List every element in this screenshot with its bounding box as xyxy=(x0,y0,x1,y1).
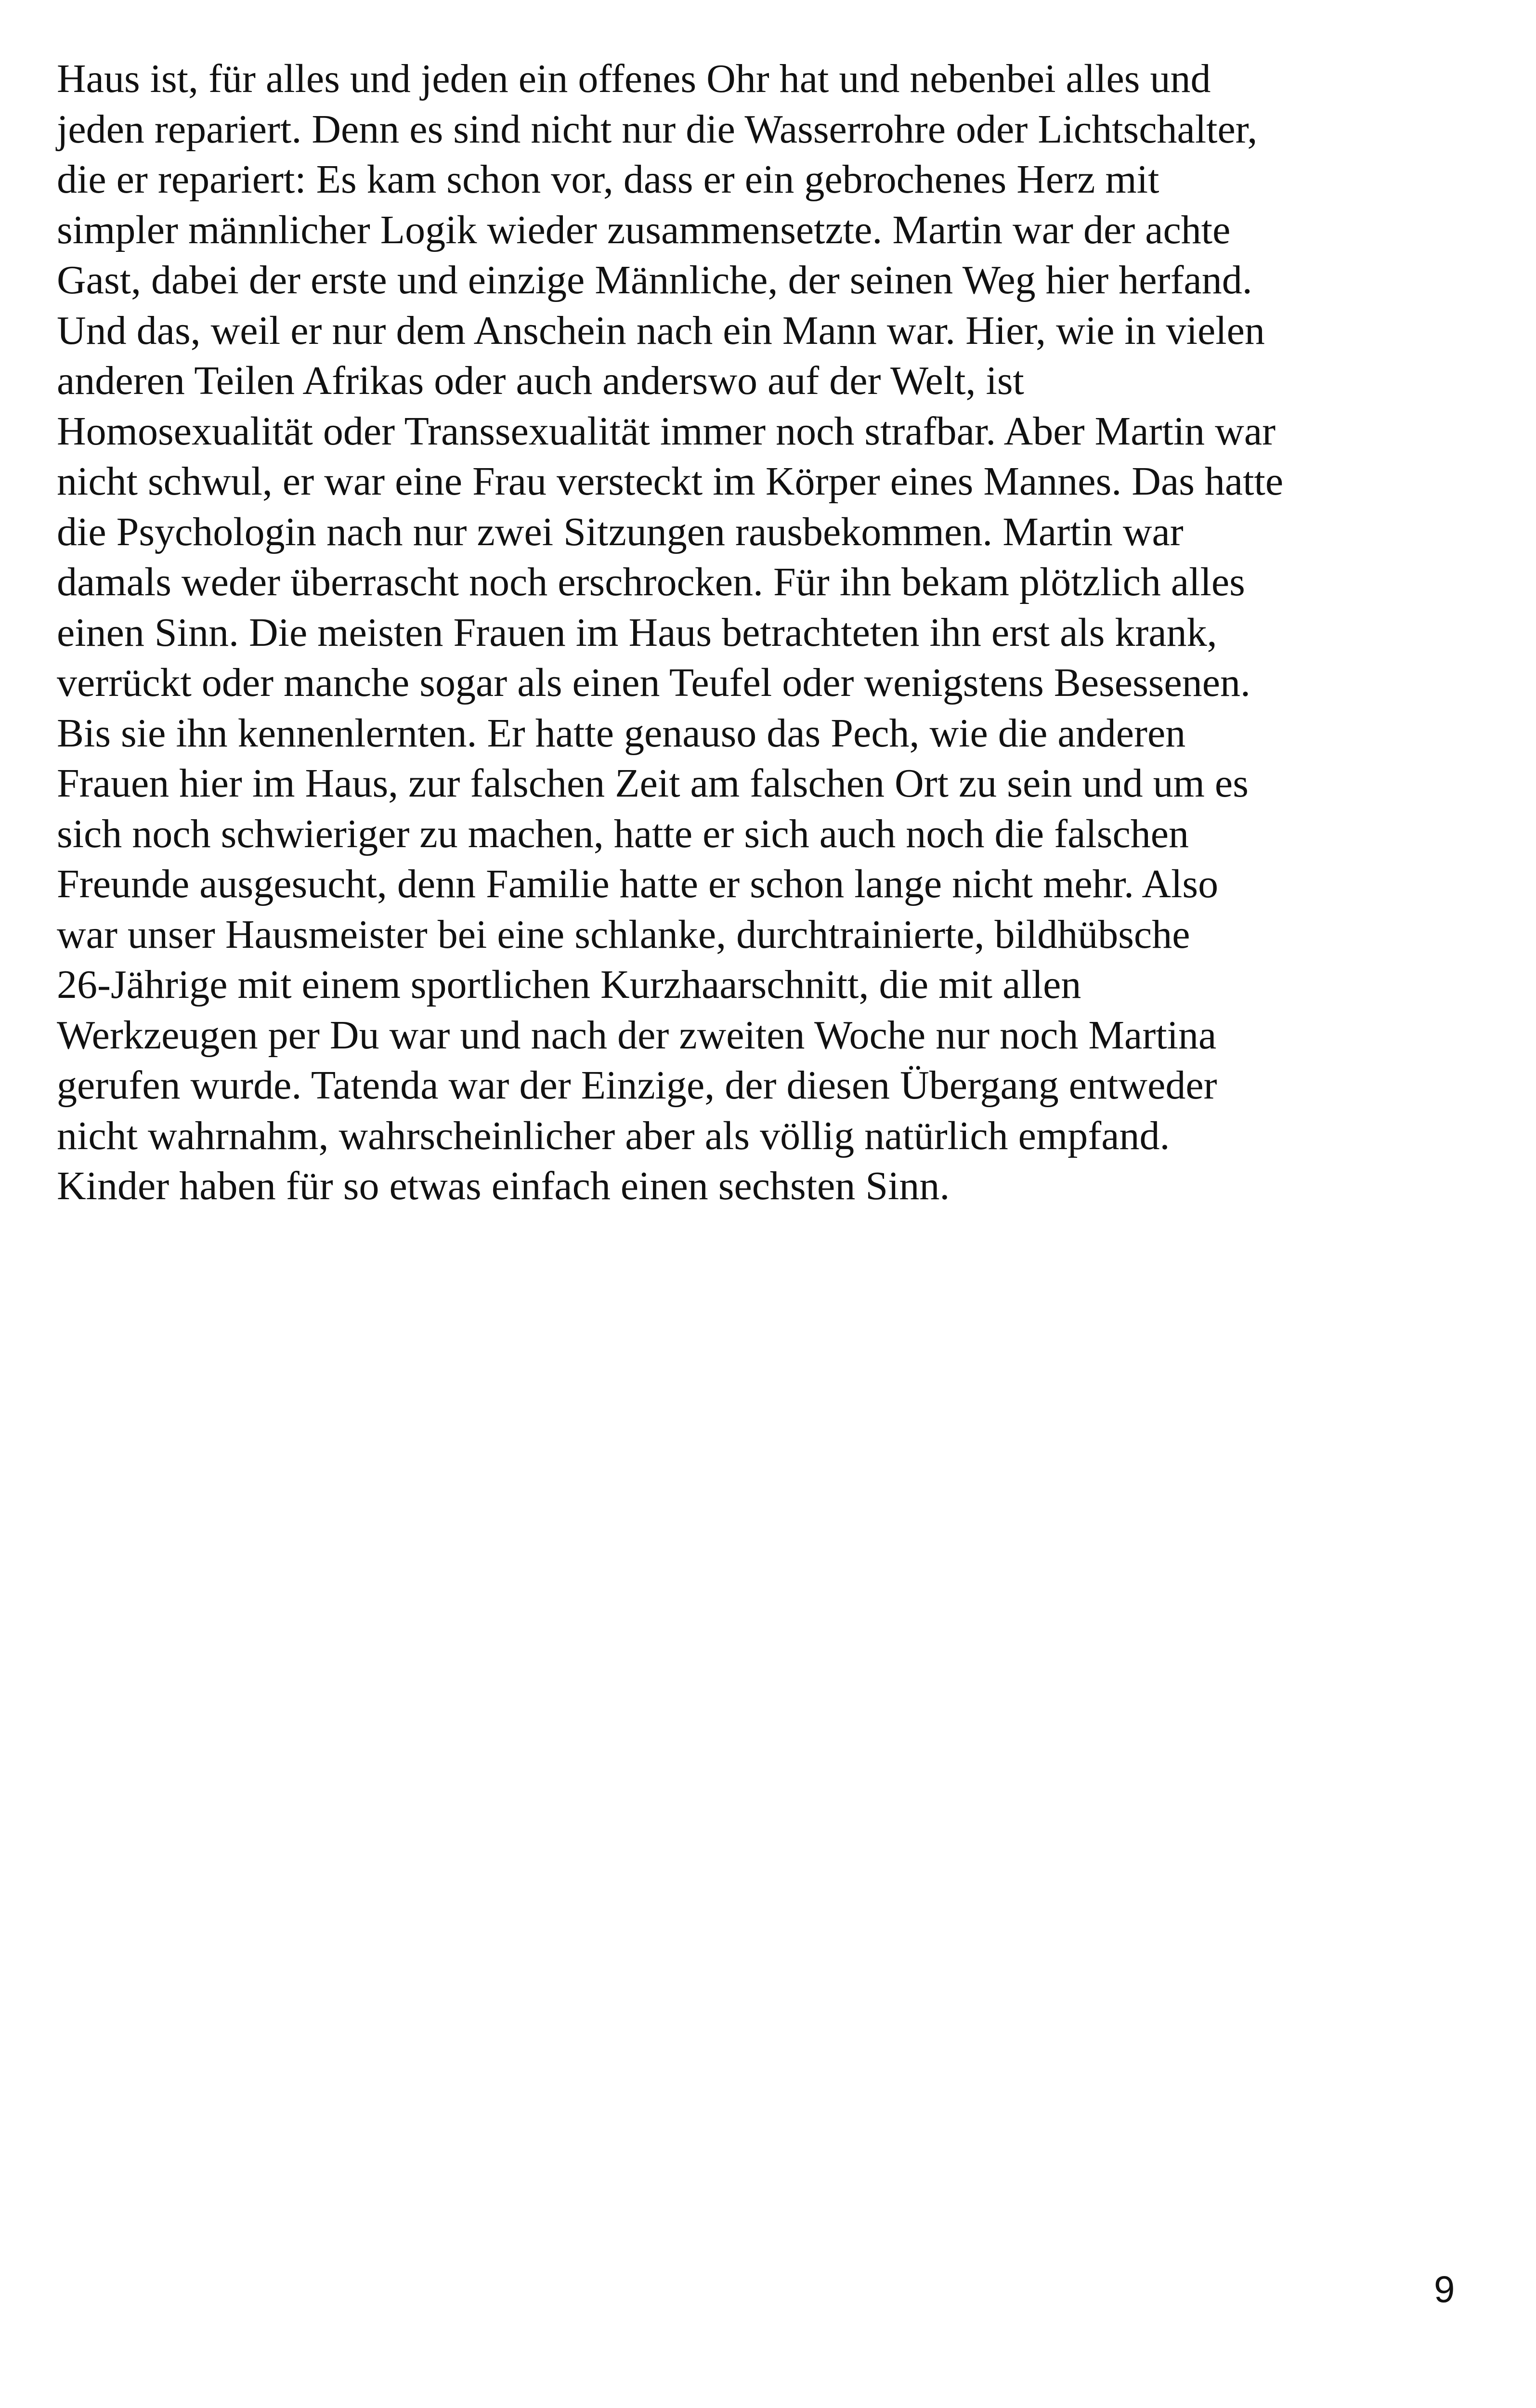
text-line: die er repariert: Es kam schon vor, dass er ein gebrochenes Herz mit xyxy=(57,157,1159,202)
text-line: Freunde ausgesucht, denn Familie hatte er schon lange nicht mehr. Also xyxy=(57,862,1219,906)
page-number: 9 xyxy=(1434,2268,1455,2310)
text-line: gerufen wurde. Tatenda war der Einzige, der diesen Übergang entweder xyxy=(57,1063,1217,1108)
text-line: Kinder haben für so etwas einfach einen sechsten Sinn. xyxy=(57,1164,950,1208)
text-line: war unser Hausmeister bei eine schlanke, durchtrainierte, bildhübsche xyxy=(57,912,1190,957)
text-line: simpler männlicher Logik wieder zusammensetzte. Martin war der achte xyxy=(57,207,1231,252)
text-line: verrückt oder manche sogar als einen Teufel oder wenigstens Besessenen. xyxy=(57,660,1251,705)
text-line: anderen Teilen Afrikas oder auch anderswo auf der Welt, ist xyxy=(57,358,1024,403)
text-line: 26-Jährige mit einem sportlichen Kurzhaarschnitt, die mit allen xyxy=(57,962,1081,1007)
text-line: Bis sie ihn kennenlernten. Er hatte genauso das Pech, wie die anderen xyxy=(57,710,1186,756)
text-line: Und das, weil er nur dem Anschein nach ein Mann war. Hier, wie in vielen xyxy=(57,308,1265,353)
body-paragraph xyxy=(57,54,1477,1212)
text-line: Werkzeugen per Du war und nach der zweiten Woche nur noch Martina xyxy=(57,1012,1217,1058)
text-line: Frauen hier im Haus, zur falschen Zeit am falschen Ort zu sein und um es xyxy=(57,761,1249,806)
text-line: Homosexualität oder Transsexualität immer noch strafbar. Aber Martin war xyxy=(57,408,1276,454)
text-line: nicht wahrnahm, wahrscheinlicher aber als völlig natürlich empfand. xyxy=(57,1113,1170,1158)
text-line: sich noch schwieriger zu machen, hatte er sich auch noch die falschen xyxy=(57,811,1189,856)
text-line: Haus ist, für alles und jeden ein offenes Ohr hat und nebenbei alles und xyxy=(57,56,1211,101)
text-line: einen Sinn. Die meisten Frauen im Haus betrachteten ihn erst als krank, xyxy=(57,610,1217,655)
text-line: jeden repariert. Denn es sind nicht nur die Wasserrohre oder Lichtschalter, xyxy=(57,106,1258,152)
text-line: die Psychologin nach nur zwei Sitzungen rausbekommen. Martin war xyxy=(57,509,1184,554)
text-line: nicht schwul, er war eine Frau versteckt im Körper eines Mannes. Das hatte xyxy=(57,459,1284,504)
text-line: Gast, dabei der erste und einzige Männliche, der seinen Weg hier herfand. xyxy=(57,258,1252,302)
text-line: damals weder überrascht noch erschrocken. Für ihn bekam plötzlich alles xyxy=(57,560,1245,604)
